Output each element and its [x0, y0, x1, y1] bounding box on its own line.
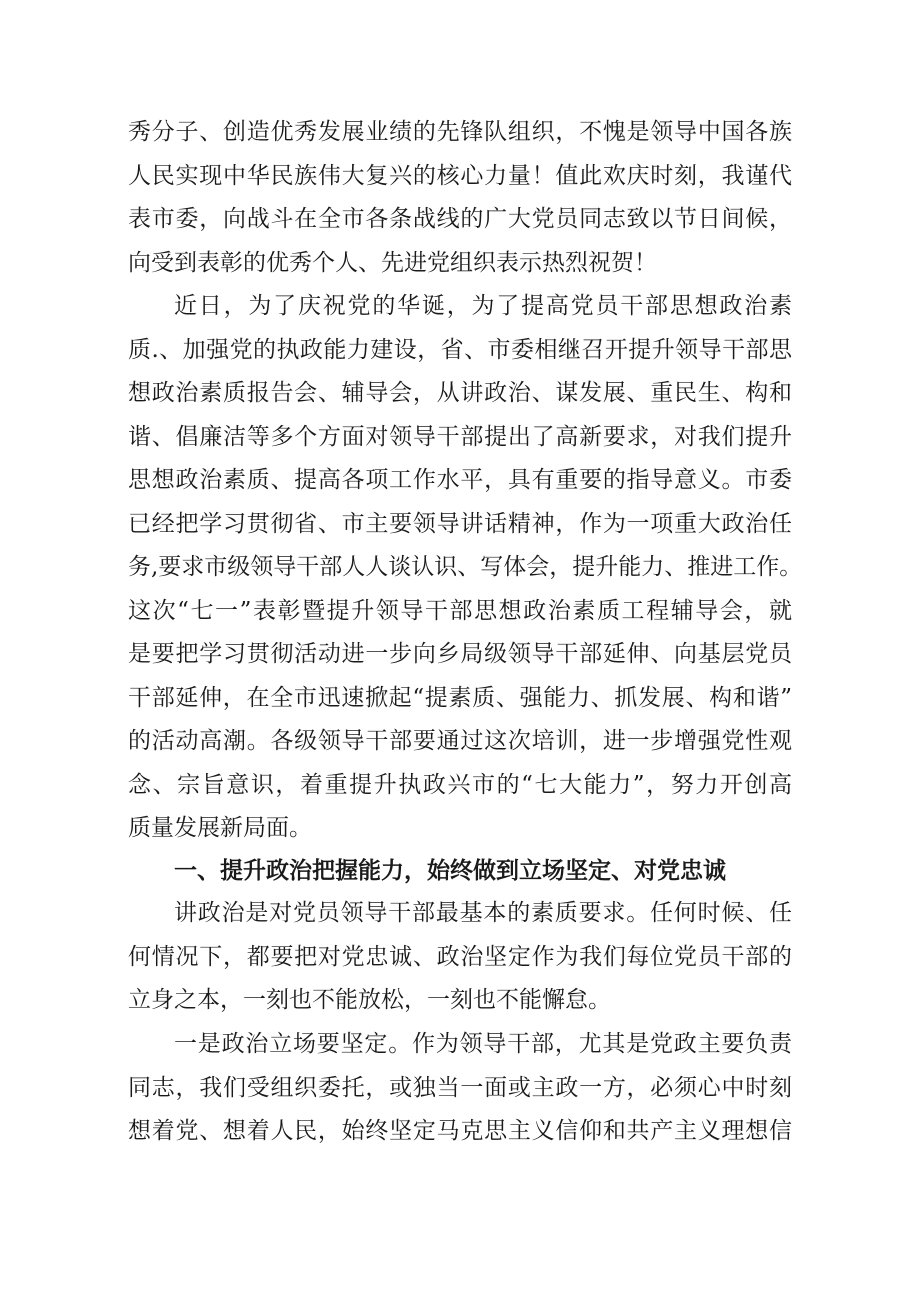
paragraph-line: 讲政治是对党员领导干部最基本的素质要求。任何时候、任: [174, 900, 792, 926]
paragraph-4: [128, 1023, 792, 1154]
paragraph-1: [128, 111, 792, 285]
paragraph-line: 已经把学习贯彻省、市主要领导讲话精神，作为一项重大政治任: [128, 510, 792, 537]
paragraph-3: [128, 892, 792, 1023]
paragraph-line: 近日，为了庆祝党的华诞，为了提高党员干部思想政治素: [174, 293, 792, 319]
paragraph-line: 人民实现中华民族伟大复兴的核心力量！值此欢庆时刻，我谨代: [128, 162, 792, 189]
paragraph-line: 质.、加强党的执政能力建设，省、市委相继召开提升领导干部思: [128, 336, 792, 363]
paragraph-line: 想政治素质报告会、辅导会，从讲政治、谋发展、重民生、构和: [128, 380, 792, 406]
paragraph-line: 是要把学习贯彻活动进一步向乡局级领导干部延伸、向基层党员: [128, 641, 792, 667]
paragraph-line: 谐、倡廉洁等多个方面对领导干部提出了高新要求，对我们提升: [128, 423, 792, 450]
paragraph-line: 这次“七一”表彰暨提升领导干部思想政治素质工程辅导会，就: [128, 597, 792, 624]
paragraph-line: 思想政治素质、提高各项工作水平，具有重要的指导意义。市委: [128, 467, 792, 493]
section-heading-1: [128, 849, 792, 893]
paragraph-line: 干部延伸，在全市迅速掀起“提素质、强能力、抓发展、构和谐”: [128, 684, 792, 711]
paragraph-line: 一是政治立场要坚定。作为领导干部，尤其是党政主要负责: [174, 1031, 792, 1057]
paragraph-line: 的活动高潮。各级领导干部要通过这次培训，进一步增强党性观: [128, 728, 792, 754]
paragraph-line: 表市委，向战斗在全市各条战线的广大党员同志致以节日间候，: [128, 206, 792, 232]
paragraph-line: 同志，我们受组织委托，或独当一面或主政一方，必须心中时刻: [128, 1074, 792, 1101]
paragraph-line: 想着党、想着人民，始终坚定马克思主义信仰和共产主义理想信: [128, 1118, 792, 1144]
paragraph-2: [128, 285, 803, 851]
paragraph-line: 念、宗旨意识，着重提升执政兴市的“七大能力”，努力开创高: [128, 771, 792, 798]
section-heading-text: 一、提升政治把握能力，始终做到立场坚定、对党忠诚: [174, 857, 726, 884]
paragraph-line: 秀分子、创造优秀发展业绩的先锋队组织，不愧是领导中国各族: [128, 119, 792, 145]
paragraph-line: 向受到表彰的优秀个人、先进党组织表示热烈祝贺！: [128, 249, 657, 276]
paragraph-line: 立身之本，一刻也不能放松，一刻也不能懈怠。: [128, 987, 611, 1013]
paragraph-line: 质量发展新局面。: [128, 815, 312, 841]
paragraph-line: 务,要求市级领导干部人人谈认识、写体会，提升能力、推进工作。: [128, 554, 803, 580]
paragraph-line: 何情况下，都要把对党忠诚、政治坚定作为我们每位党员干部的: [128, 943, 792, 970]
